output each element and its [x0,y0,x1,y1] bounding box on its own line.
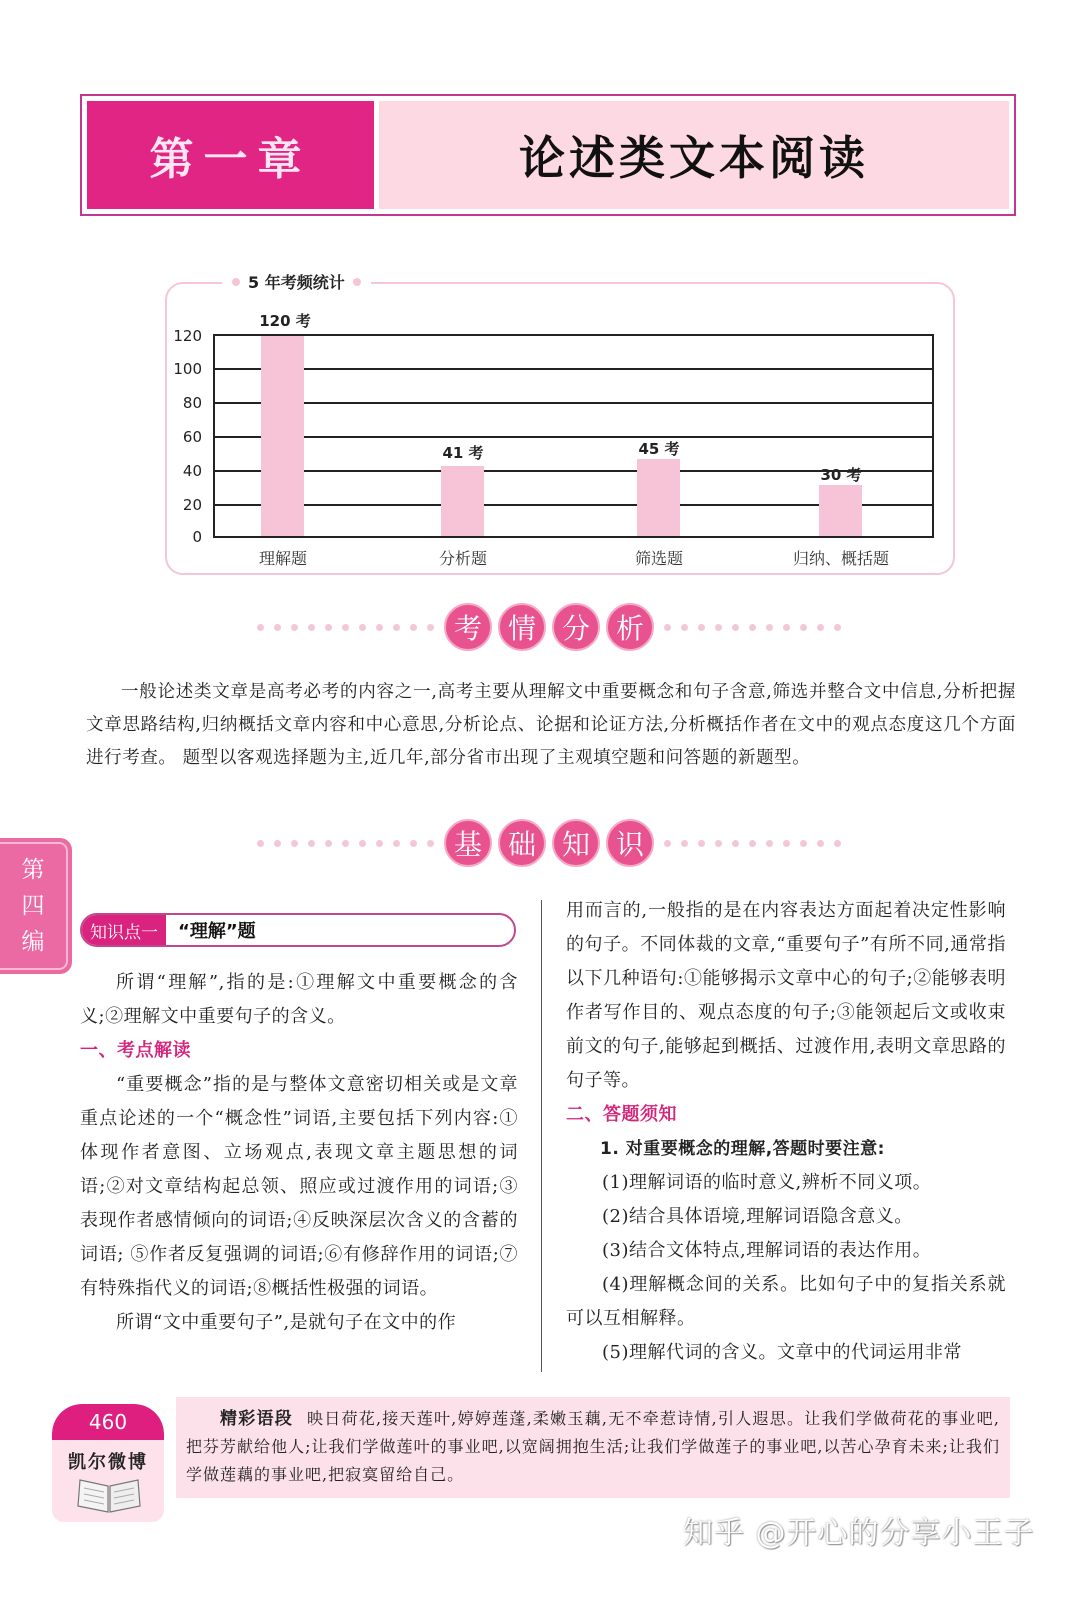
x-axis-label: 归纳、概括题 [792,549,890,568]
knowledge-point-title: “理解”题 [178,921,256,942]
y-tick: 40 [182,462,202,480]
numbered-heading: 1. 对重要概念的理解,答题时要注意: [600,1139,885,1159]
banner-char-badge: 考 [444,603,492,651]
dot-icon [232,278,240,286]
chapter-title: 论述类文本阅读 [379,101,1009,209]
featured-passage-box [176,1397,1010,1498]
knowledge-point-header [80,913,516,947]
dot-divider-left [257,840,434,847]
bar-value-label: 45 考 [638,440,680,458]
side-tab-char: 四 [21,893,45,919]
subheading-key-points: 一、考点解读 [80,1040,191,1061]
gridline-100 [215,368,932,370]
gridline-80 [215,402,932,404]
banner-char-badge: 础 [498,819,546,867]
bar-screening [637,459,680,536]
bar-summarize [819,485,862,536]
featured-passage-label: 精彩语段 [220,1409,293,1429]
tip-item: (3)结合文体特点,理解词语的表达作用。 [602,1240,932,1261]
definition-paragraph: 所谓“理解”,指的是:①理解文中重要概念的含义;②理解文中重要句子的含义。 [80,972,518,1027]
watermark: 知乎 @开心的分享小王子 [683,1516,1035,1551]
left-column [80,966,518,1340]
open-book-icon [74,1476,144,1516]
tip-item: (2)结合具体语境,理解词语隐含意义。 [602,1206,913,1227]
banner-char-badge: 知 [552,819,600,867]
y-tick: 100 [173,360,202,378]
bar-analysis [441,466,484,536]
frequency-chart-panel [165,273,955,575]
bar-value-label: 120 考 [259,312,311,330]
tip-item: (1)理解词语的临时意义,辨析不同义项。 [602,1172,932,1193]
part-side-tab [0,838,72,974]
bar-value-label: 41 考 [442,444,484,462]
banner-char-badge: 析 [606,603,654,651]
y-tick: 120 [173,327,202,345]
section-banner-analysis [244,602,854,652]
key-concepts-paragraph: “重要概念”指的是与整体文意密切相关或是文章重点论述的一个“概念性”词语,主要包括下列内容:①体现作者意图、立场观点,表现文章主题思想的词语;②对文章结构起总领、照应或过渡作用的词语;③表现作者感情倾向的词语;④反映深层次含义的含蓄的词语; ⑤作者反复强调的词语;⑥有修辞作用的词语;⑦有特殊指代义的词语;⑧概括性极强的词语。 [80,1074,518,1299]
bar-value-label: 30 考 [820,466,862,484]
banner-char-badge: 情 [498,603,546,651]
subheading-answer-tips: 二、答题须知 [566,1104,677,1125]
gridline-60 [215,436,932,438]
side-tab-char: 第 [21,857,45,883]
bar-understanding [261,336,304,536]
chapter-header [80,94,1016,216]
analysis-paragraph: 一般论述类文章是高考必考的内容之一,高考主要从理解文中重要概念和句子含意,筛选并整合文中信息,分析把握文章思路结构,归纳概括文章内容和中心意思,分析论点、论据和论证方法,分析概括作者在文中的观点态度这几个方面进行考查。 题型以客观选择题为主,近几年,部分省市出现了主观填空题和问答题的新题型。 [86,682,1016,768]
y-tick: 20 [182,496,202,514]
column-divider [541,900,542,1372]
featured-passage-text: 映日荷花,接天莲叶,婷婷莲蓬,柔嫩玉藕,无不牵惹诗情,引人遐思。让我们学做荷花的事业吧,把芬芳献给他人;让我们学做莲叶的事业吧,以宽阔拥抱生活;让我们学做莲子的事业吧,以苦心孕育未来;让我们学做莲藕的事业吧,把寂寞留给自己。 [186,1409,1000,1484]
y-tick: 80 [182,394,202,412]
chapter-number: 第一章 [87,101,374,209]
side-tab-char: 编 [21,929,45,955]
bar-chart-plot [173,312,934,568]
dot-divider-left [257,624,434,631]
x-axis-label: 理解题 [258,549,308,568]
banner-char-badge: 识 [606,819,654,867]
chart-title-wrap [222,270,371,293]
y-tick: 60 [182,428,202,446]
banner-char-badge: 分 [552,603,600,651]
key-sentences-paragraph: 所谓“文中重要句子”,是就句子在文中的作 [116,1312,457,1333]
page-number: 460 [52,1404,164,1440]
x-axis-label: 分析题 [438,549,488,568]
key-sentences-continued: 用而言的,一般指的是在内容表达方面起着决定性影响的句子。不同体裁的文章,“重要句子”有所不同,通常指以下几种语句:①能够揭示文章中心的句子;②能够表明作者写作目的、观点态度的句子;③能领起后文或收束前文的句子,能够起到概括、过渡作用,表明文章思路的句子等。 [566,900,1006,1091]
y-tick: 0 [192,528,202,546]
page-badge [52,1404,164,1522]
dot-divider-right [664,624,841,631]
tip-item: (5)理解代词的含义。文章中的代词运用非常 [602,1342,962,1363]
right-column [566,894,1006,1370]
brand-label: 凯尔微博 [68,1452,148,1473]
tip-item: (4)理解概念间的关系。比如句子中的复指关系就可以互相解释。 [566,1274,1006,1329]
dot-divider-right [664,840,841,847]
section-banner-basics [244,818,854,868]
dot-icon [353,278,361,286]
x-axis-label: 筛选题 [634,549,684,568]
knowledge-point-tag: 知识点一 [82,915,166,945]
chart-title: 5 年考频统计 [248,273,345,292]
banner-char-badge: 基 [444,819,492,867]
